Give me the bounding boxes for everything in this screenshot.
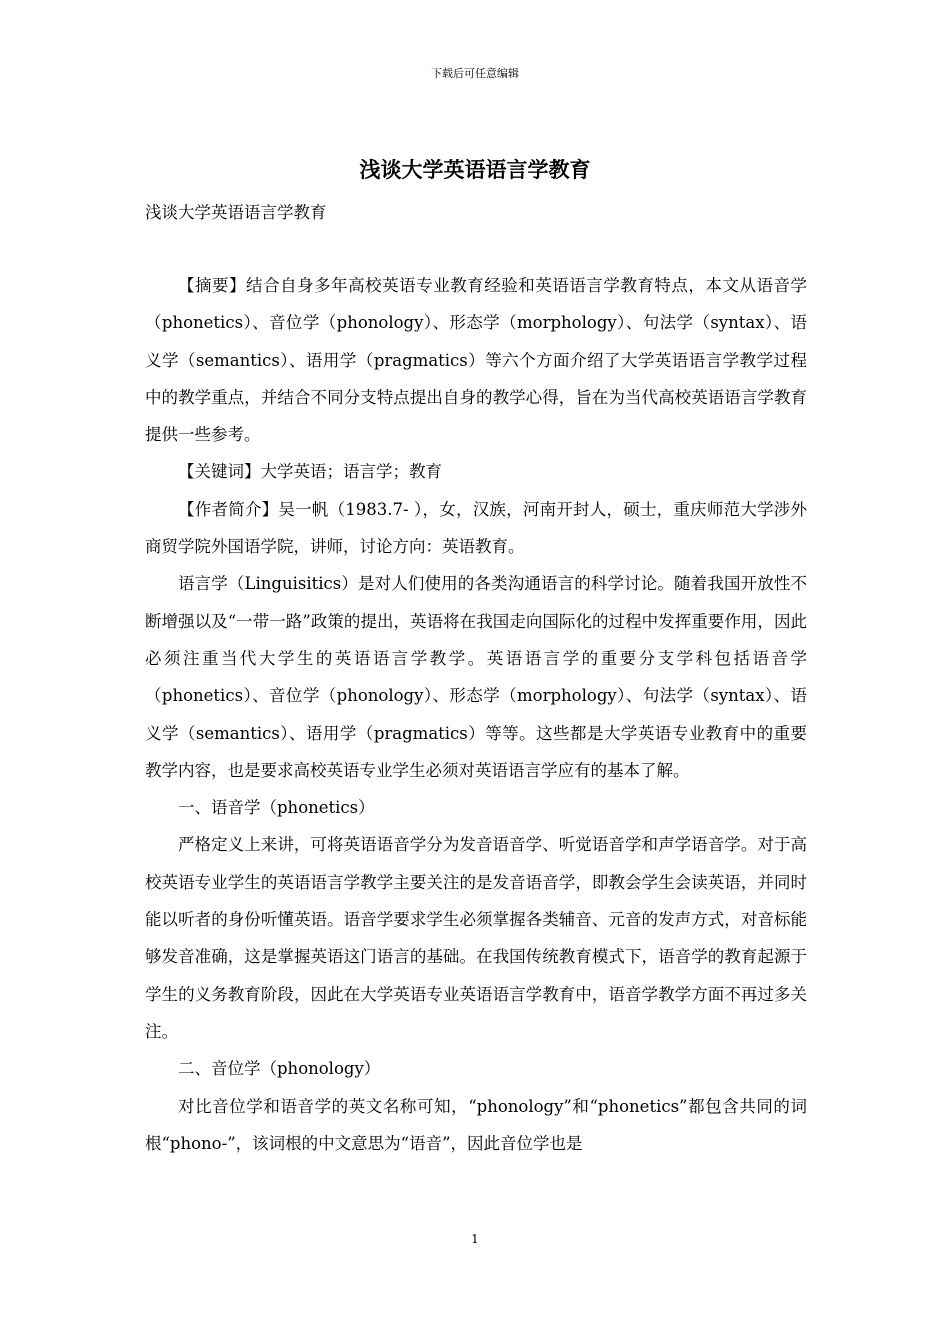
document-subtitle: 浅谈大学英语语言学教育	[145, 203, 327, 222]
section-heading-phonetics: 一、语音学（phonetics）	[178, 798, 375, 818]
header-note: 下载后可任意编辑	[431, 67, 519, 80]
body-text	[145, 267, 807, 1162]
phonology-paragraph: 对比音位学和语音学的英文名称可知，“phonology”和“phonetics”都包含共同的词根“phono-”，该词根的中文意思为“语音”，因此音位学也是	[145, 1096, 807, 1153]
intro-paragraph: 语言学（Linguisitics）是对人们使用的各类沟通语言的科学讨论。随着我国开放性不断增强以及“一带一路”政策的提出，英语将在我国走向国际化的过程中发挥重要作用，因此必须注重当代大学生的英语语言学教学。英语语言学的重要分支学科包括语音学（phonetics）、音位学（phonology）、形态学（morphology）、句法学（syntax）、语义学（semantics）、语用学（pragmatics）等等。这些都是大学英语专业教育中的重要教学内容，也是要求高校英语专业学生必须对英语语言学应有的基本了解。	[145, 574, 807, 780]
phonetics-paragraph: 严格定义上来讲，可将英语语音学分为发音语音学、听觉语音学和声学语音学。对于高校英语专业学生的英语语言学教学主要关注的是发音语音学，即教会学生会读英语，并同时能以听者的身份听懂英语。语音学要求学生必须掌握各类辅音、元音的发声方式，对音标能够发音准确，这是掌握英语这门语言的基础。在我国传统教育模式下，语音学的教育起源于学生的义务教育阶段，因此在大学英语专业英语语言学教育中，语音学教学方面不再过多关注。	[145, 835, 807, 1041]
page-number: 1	[471, 1232, 479, 1246]
keywords-paragraph: 【关键词】大学英语；语言学；教育	[178, 462, 442, 482]
section-heading-phonology: 二、音位学（phonology）	[178, 1059, 381, 1079]
document-title: 浅谈大学英语语言学教育	[359, 157, 591, 182]
author-bio-paragraph: 【作者简介】吴一帆（1983.7- ），女，汉族，河南开封人，硕士，重庆师范大学涉外商贸学院外国语学院，讲师，讨论方向：英语教育。	[145, 499, 807, 557]
abstract-paragraph: 【摘要】结合自身多年高校英语专业教育经验和英语语言学教育特点，本文从语音学（phonetics）、音位学（phonology）、形态学（morphology）、句法学（syntax）、语义学（semantics）、语用学（pragmatics）等六个方面介绍了大学英语语言学教学过程中的教学重点，并结合不同分支特点提出自身的教学心得，旨在为当代高校英语语言学教育提供一些参考。	[145, 276, 807, 445]
